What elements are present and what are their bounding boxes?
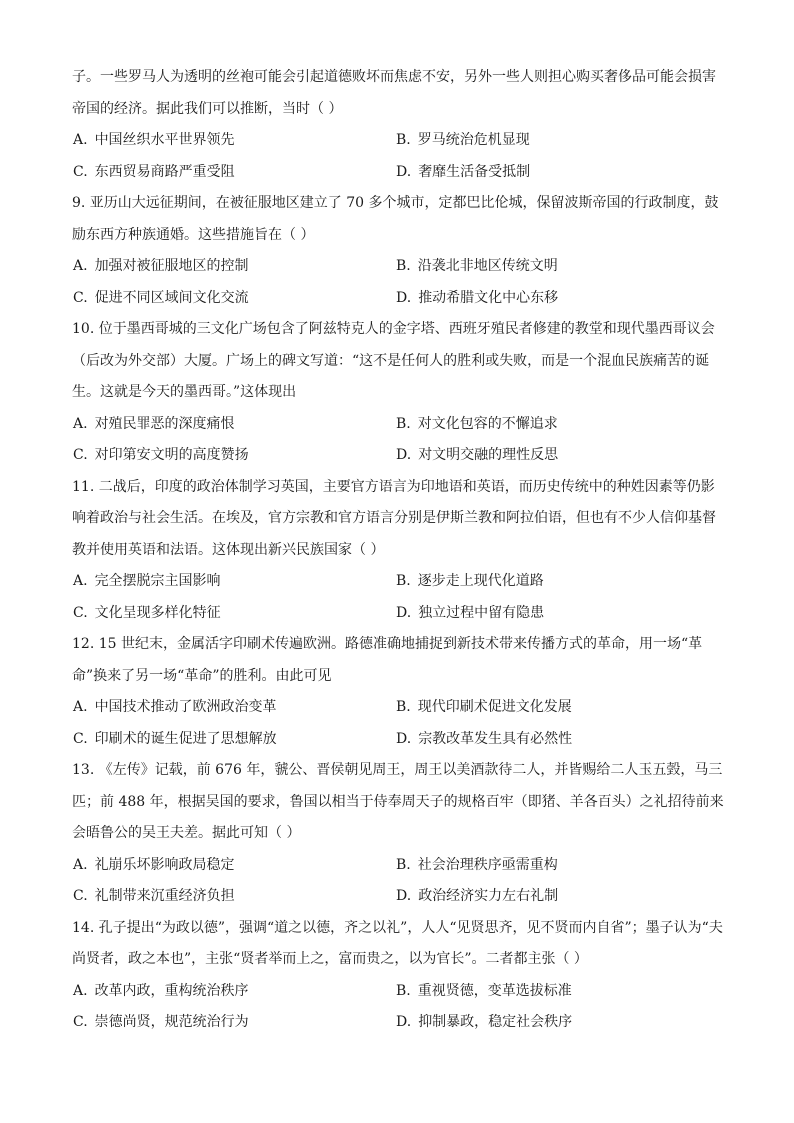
option-text: 中国丝织水平世界领先	[94, 132, 235, 148]
options-row	[72, 692, 732, 724]
option-text: 完全摆脱宗主国影响	[94, 573, 221, 589]
options-row	[72, 125, 732, 157]
question-stem-line: 10. 位于墨西哥城的三文化广场包含了阿兹特克人的金字塔、西班牙殖民者修建的教堂和现代墨西哥议会	[72, 321, 715, 337]
answer-option[interactable]	[72, 850, 396, 882]
option-text: 中国技术推动了欧洲政治变革	[94, 699, 277, 715]
option-label: D.	[396, 289, 412, 306]
options-row	[72, 1007, 732, 1039]
answer-option[interactable]	[72, 1007, 396, 1039]
option-text: 宗教改革发生具有必然性	[418, 730, 573, 747]
question-stem-line: 会晤鲁公的吴王夫差。据此可知（ ）	[72, 825, 301, 841]
answer-option[interactable]	[72, 409, 396, 441]
options-row	[72, 409, 732, 441]
answer-option[interactable]	[72, 251, 396, 283]
option-text: 奢靡生活备受抵制	[418, 163, 531, 180]
option-label: C.	[73, 289, 88, 306]
option-label: A.	[73, 573, 88, 589]
question-stem-line: 帝国的经济。据此我们可以推断，当时（ ）	[72, 100, 343, 117]
option-label: C.	[73, 163, 88, 180]
option-text: 对文化包容的不懈追求	[417, 415, 558, 432]
answer-option[interactable]	[72, 724, 396, 756]
question-stem-line: 12. 15 世纪末，金属活字印刷术传遍欧洲。路德准确地捕捉到新技术带来传播方式的革命，用一场“革	[72, 636, 703, 652]
option-label: A.	[73, 856, 88, 873]
answer-option[interactable]	[396, 976, 732, 1008]
option-label: C.	[73, 730, 88, 747]
answer-option[interactable]	[396, 881, 732, 913]
option-text: 文化呈现多样化特征	[94, 604, 221, 621]
options-row	[72, 251, 732, 283]
options-row	[72, 976, 732, 1008]
option-label: A.	[73, 699, 88, 715]
option-label: B.	[396, 258, 411, 274]
option-text: 改革内政，重构统治秩序	[94, 982, 249, 999]
answer-option[interactable]	[72, 125, 396, 157]
option-text: 重视贤德，变革选拔标准	[417, 982, 572, 999]
option-text: 现代印刷术促进文化发展	[417, 699, 572, 715]
answer-option[interactable]	[396, 692, 732, 724]
option-label: D.	[396, 1014, 412, 1030]
option-label: B.	[396, 573, 411, 589]
answer-option[interactable]	[72, 692, 396, 724]
option-label: A.	[73, 258, 88, 274]
question-block	[72, 62, 732, 188]
option-label: B.	[396, 982, 411, 999]
option-text: 推动希腊文化中心东移	[418, 289, 559, 306]
question-stem-line: 子。一些罗马人为透明的丝袍可能会引起道德败坏而焦虑不安，另外一些人则担心购买奢侈品可能会损害	[72, 69, 716, 85]
question-block	[72, 913, 732, 1039]
option-label: A.	[73, 415, 88, 432]
question-block	[72, 188, 732, 314]
question-stem-line: 9. 亚历山大远征期间，在被征服地区建立了 70 多个城市，定都巴比伦城，保留波斯帝国的行政制度，鼓	[72, 195, 719, 211]
options-row	[72, 440, 732, 472]
answer-option[interactable]	[72, 598, 396, 630]
options-row	[72, 850, 732, 882]
options-row	[72, 724, 732, 756]
answer-option[interactable]	[396, 1007, 732, 1039]
option-label: A.	[73, 132, 88, 148]
option-text: 沿袭北非地区传统文明	[417, 258, 558, 274]
option-text: 独立过程中留有隐患	[418, 604, 545, 621]
option-text: 东西贸易商路严重受阻	[94, 163, 235, 180]
answer-option[interactable]	[72, 881, 396, 913]
question-stem-line: 响着政治与社会生活。在埃及，官方宗教和官方语言分别是伊斯兰教和阿拉伯语，但也有不少人信仰基督	[72, 510, 716, 526]
options-row	[72, 598, 732, 630]
option-label: D.	[396, 730, 412, 747]
question-stem-line: 匹；前 488 年，根据吴国的要求，鲁国以相当于侍奉周天子的规格百牢（即猪、羊各百头）之礼招待前来	[72, 793, 724, 810]
question-stem-line: 尚贤者，政之本也”，主张“贤者举而上之，富而贵之，以为官长”。二者都主张（ ）	[72, 951, 588, 967]
question-stem-line: （后改为外交部）大厦。广场上的碑文写道：“这不是任何人的胜利或失败，而是一个混血民族痛苦的诞	[72, 352, 710, 369]
options-row	[72, 283, 732, 315]
answer-option[interactable]	[72, 283, 396, 315]
option-label: C.	[73, 604, 88, 621]
option-label: B.	[396, 132, 411, 148]
question-stem-line: 励东西方种族通婚。这些措施旨在（ ）	[72, 226, 315, 243]
answer-option[interactable]	[396, 409, 732, 441]
options-row	[72, 881, 732, 913]
question-stem-line: 生。这就是今天的墨西哥。”这体现出	[72, 384, 297, 400]
option-text: 对殖民罪恶的深度痛恨	[94, 415, 235, 432]
option-text: 对文明交融的理性反思	[418, 447, 559, 463]
options-row	[72, 566, 732, 598]
option-label: D.	[396, 447, 412, 463]
option-label: A.	[73, 982, 88, 999]
option-text: 对印第安文明的高度赞扬	[94, 447, 249, 463]
option-label: D.	[396, 888, 412, 904]
question-stem-line: 命”换来了另一场“革命”的胜利。由此可见	[72, 667, 332, 684]
question-block	[72, 755, 732, 913]
exam-page	[72, 62, 732, 1039]
option-label: C.	[73, 1014, 88, 1030]
answer-option[interactable]	[396, 157, 732, 189]
question-stem-line: 13. 《左传》记载，前 676 年，虢公、晋侯朝见周王，周王以美酒款待二人，并皆赐给二人玉五瑴，马三	[72, 762, 723, 778]
answer-option[interactable]	[396, 440, 732, 472]
answer-option[interactable]	[396, 251, 732, 283]
answer-option[interactable]	[72, 440, 396, 472]
option-label: C.	[73, 888, 88, 904]
answer-option[interactable]	[72, 157, 396, 189]
answer-option[interactable]	[396, 566, 732, 598]
option-label: C.	[73, 447, 88, 463]
option-text: 崇德尚贤，规范统治行为	[94, 1014, 249, 1030]
option-label: B.	[396, 699, 411, 715]
question-stem-line: 教并使用英语和法语。这体现出新兴民族国家（ ）	[72, 541, 385, 558]
question-block	[72, 472, 732, 630]
option-text: 政治经济实力左右礼制	[418, 888, 559, 904]
answer-option[interactable]	[396, 850, 732, 882]
option-text: 逐步走上现代化道路	[417, 573, 544, 589]
option-label: D.	[396, 604, 412, 621]
question-block	[72, 629, 732, 755]
option-text: 抑制暴政，稳定社会秩序	[418, 1014, 573, 1030]
option-label: B.	[396, 415, 411, 432]
option-label: D.	[396, 163, 412, 180]
answer-option[interactable]	[396, 283, 732, 315]
question-block	[72, 314, 732, 472]
options-row	[72, 157, 732, 189]
option-label: B.	[396, 856, 411, 873]
answer-option[interactable]	[396, 724, 732, 756]
question-stem-line: 11. 二战后，印度的政治体制学习英国，主要官方语言为印地语和英语，而历史传统中的种姓因素等仍影	[72, 478, 715, 495]
answer-option[interactable]	[72, 976, 396, 1008]
option-text: 罗马统治危机显现	[417, 132, 530, 148]
answer-option[interactable]	[396, 598, 732, 630]
option-text: 礼制带来沉重经济负担	[94, 888, 235, 904]
option-text: 社会治理秩序亟需重构	[417, 856, 558, 873]
answer-option[interactable]	[396, 125, 732, 157]
question-stem-line: 14. 孔子提出“为政以德”，强调“道之以德，齐之以礼”，人人“见贤思齐，见不贤而内自省”；墨子认为“夫	[72, 919, 723, 936]
answer-option[interactable]	[72, 566, 396, 598]
option-text: 印刷术的诞生促进了思想解放	[94, 730, 277, 747]
option-text: 加强对被征服地区的控制	[94, 258, 249, 274]
option-text: 礼崩乐坏影响政局稳定	[94, 856, 235, 873]
option-text: 促进不同区域间文化交流	[94, 289, 249, 306]
